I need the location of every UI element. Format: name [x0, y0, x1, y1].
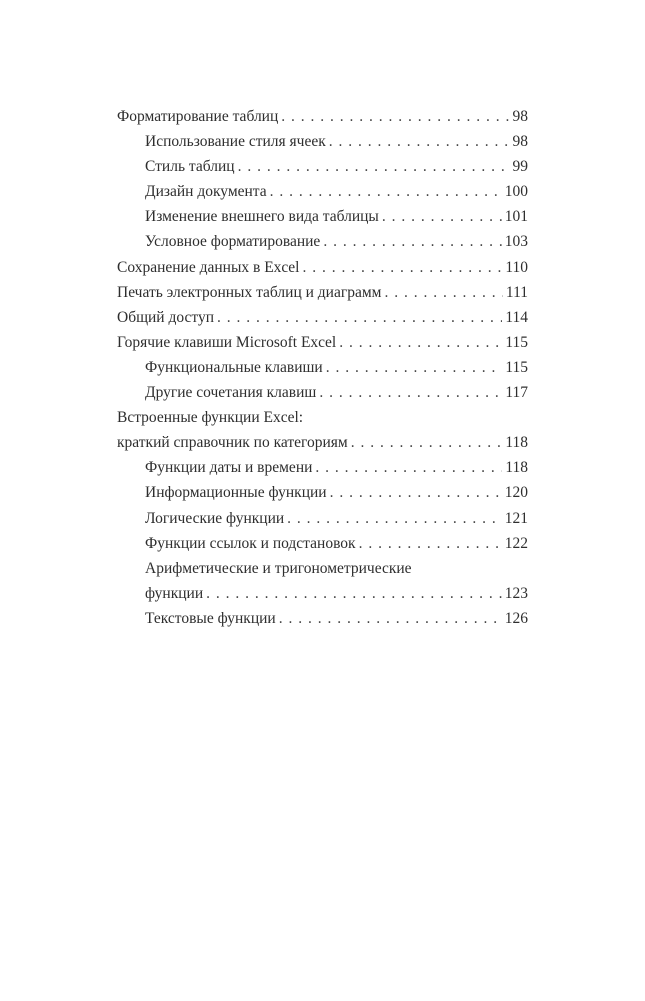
toc-entry-title: Форматирование таблиц: [117, 108, 279, 125]
toc-entry[interactable]: [117, 259, 528, 284]
toc-entry-title: функции: [145, 584, 204, 602]
dot-leader: [382, 208, 502, 226]
table-of-contents: [117, 108, 528, 635]
toc-entry-page: 118: [505, 434, 528, 452]
toc-entry[interactable]: [117, 208, 528, 233]
toc-entry[interactable]: [117, 158, 528, 183]
toc-entry[interactable]: [117, 233, 528, 258]
toc-entry-title: Изменение внешнего вида таблицы: [145, 208, 379, 226]
toc-entry-title: Функции даты и времени: [145, 459, 313, 477]
toc-entry-title: Горячие клавиши Microsoft Excel: [117, 333, 337, 351]
toc-entry-title: Сохранение данных в Excel: [117, 258, 300, 276]
toc-entry-title: Условное форматирование: [145, 233, 321, 251]
dot-leader: [329, 133, 510, 151]
toc-entry[interactable]: [117, 510, 528, 535]
toc-entry[interactable]: [117, 359, 528, 384]
toc-entry-title: Функциональные клавиши: [145, 358, 323, 376]
toc-entry-title: Общий доступ: [117, 308, 214, 326]
toc-entry[interactable]: [117, 434, 528, 459]
toc-entry[interactable]: [117, 108, 528, 133]
dot-leader: [319, 384, 502, 402]
toc-entry[interactable]: [117, 409, 528, 434]
toc-entry-page: 123: [504, 584, 528, 602]
toc-entry-page: 120: [504, 484, 528, 502]
dot-leader: [217, 309, 502, 327]
toc-entry[interactable]: [117, 484, 528, 509]
toc-entry-title: Текстовые функции: [145, 609, 276, 627]
toc-entry[interactable]: [117, 309, 528, 334]
toc-entry[interactable]: [117, 585, 528, 610]
toc-entry-page: 115: [505, 333, 528, 351]
toc-entry-title: Использование стиля ячеек: [145, 133, 326, 151]
toc-entry-title: Встроенные функции Excel:: [117, 409, 304, 427]
toc-entry-title: Арифметические и тригонометрические: [145, 559, 412, 577]
toc-entry-page: 101: [504, 208, 528, 226]
toc-entry-title: Логические функции: [145, 509, 285, 527]
toc-entry-page: 121: [504, 509, 528, 527]
dot-leader: [339, 334, 502, 352]
dot-leader: [270, 183, 502, 201]
dot-leader: [359, 535, 502, 553]
dot-leader: [326, 359, 503, 377]
toc-entry-page: 115: [505, 358, 528, 376]
toc-entry-page: 111: [505, 283, 528, 301]
dot-leader: [238, 158, 510, 176]
dot-leader: [351, 434, 503, 452]
toc-entry[interactable]: [117, 459, 528, 484]
toc-entry-title: краткий справочник по категориям: [117, 434, 348, 452]
toc-entry[interactable]: [117, 535, 528, 560]
dot-leader: [281, 108, 509, 126]
toc-entry[interactable]: [117, 183, 528, 208]
toc-entry-title: Информационные функции: [145, 484, 327, 502]
toc-entry-page: 99: [512, 158, 528, 176]
toc-entry[interactable]: [117, 610, 528, 635]
toc-entry-title: Дизайн документа: [145, 183, 267, 201]
toc-entry-title: Функции ссылок и подстановок: [145, 534, 356, 552]
toc-entry[interactable]: [117, 560, 528, 585]
toc-entry-page: 126: [504, 609, 528, 627]
toc-entry-title: Другие сочетания клавиш: [145, 384, 317, 402]
dot-leader: [287, 510, 502, 528]
toc-entry-page: 122: [504, 534, 528, 552]
dot-leader: [302, 259, 502, 277]
dot-leader: [323, 233, 501, 251]
toc-entry-page: 114: [505, 308, 528, 326]
toc-entry[interactable]: [117, 284, 528, 309]
dot-leader: [279, 610, 502, 628]
toc-entry-page: 98: [512, 133, 528, 151]
toc-entry-page: 98: [512, 108, 528, 125]
dot-leader: [315, 459, 502, 477]
toc-entry-page: 110: [505, 258, 528, 276]
toc-entry-title: Печать электронных таблиц и диаграмм: [117, 283, 382, 301]
dot-leader: [330, 484, 502, 502]
toc-entry-page: 117: [505, 384, 528, 402]
dot-leader: [206, 585, 502, 603]
toc-entry[interactable]: [117, 334, 528, 359]
dot-leader: [384, 284, 502, 302]
toc-entry-page: 103: [504, 233, 528, 251]
toc-entry-page: 118: [505, 459, 528, 477]
toc-entry-title: Стиль таблиц: [145, 158, 235, 176]
toc-entry[interactable]: [117, 133, 528, 158]
toc-entry[interactable]: [117, 384, 528, 409]
toc-entry-page: 100: [504, 183, 528, 201]
